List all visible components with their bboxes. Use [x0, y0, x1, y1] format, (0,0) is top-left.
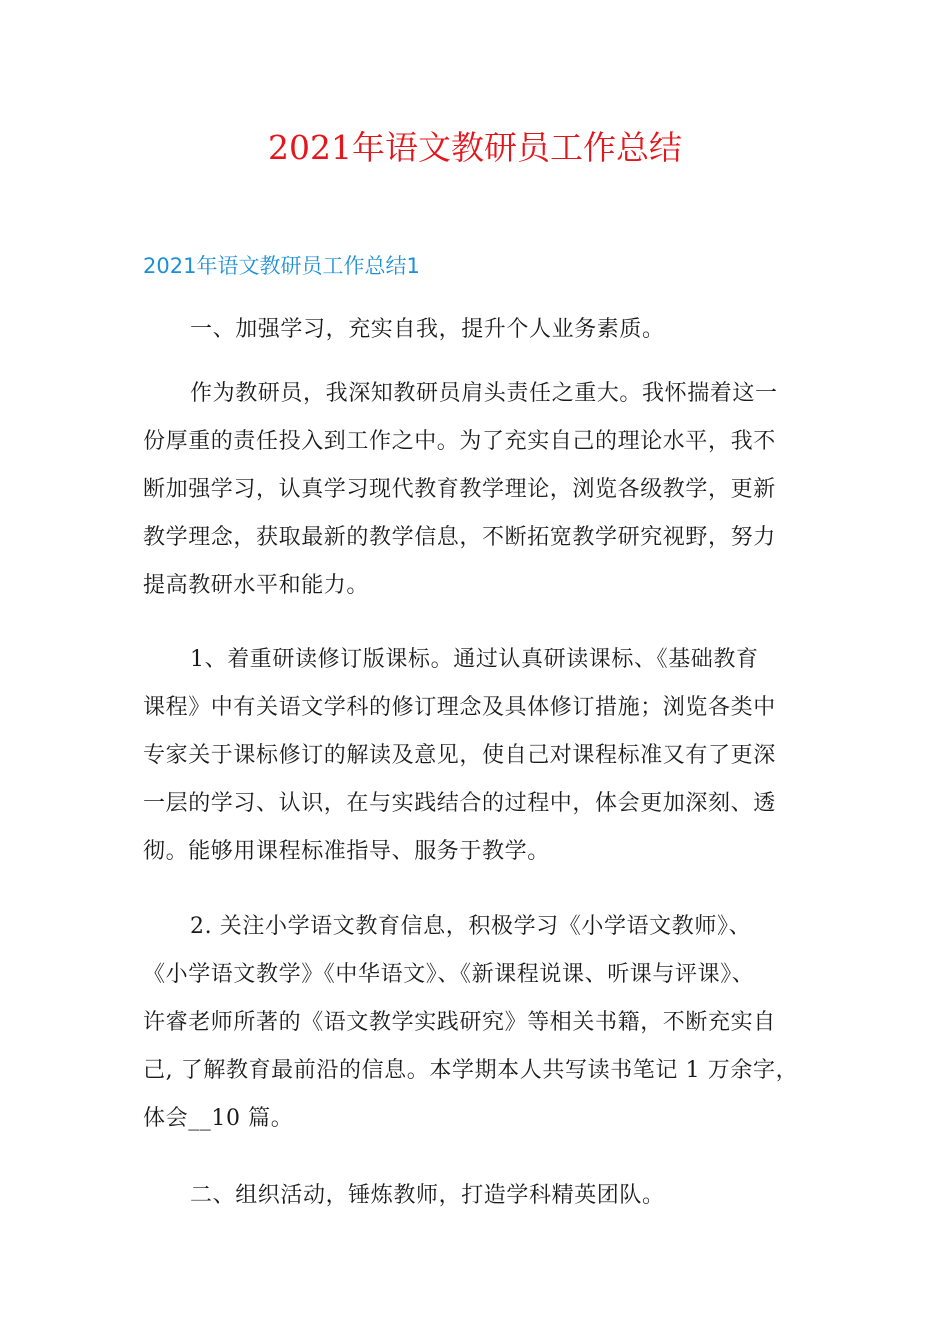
paragraph-line: 许睿老师所著的《语文教学实践研究》等相关书籍，不断充实自	[143, 1010, 776, 1035]
paragraph-3	[143, 636, 813, 876]
paragraph-line: 1、着重研读修订版课标。通过认真研读课标、《基础教育	[190, 647, 759, 672]
paragraph-1	[143, 306, 813, 354]
paragraph-line: 2. 关注小学语文教育信息，积极学习《小学语文教师》、	[190, 914, 752, 939]
section-heading: 2021年语文教研员工作总结1	[143, 254, 420, 278]
paragraph-line: 作为教研员，我深知教研员肩头责任之重大。我怀揣着这一	[190, 381, 778, 406]
paragraph-line: 体会__10 篇。	[143, 1106, 294, 1131]
paragraph-line: 课程》中有关语文学科的修订理念及具体修订措施；浏览各类中	[143, 695, 776, 720]
document-title: 2021年语文教研员工作总结	[268, 128, 682, 167]
paragraph-line: 专家关于课标修订的解读及意见，使自己对课程标准又有了更深	[143, 743, 776, 768]
paragraph-line: 二、组织活动，锤炼教师，打造学科精英团队。	[190, 1183, 665, 1208]
paragraph-line: 彻。能够用课程标准指导、服务于教学。	[143, 839, 550, 864]
paragraph-line: 一、加强学习，充实自我，提升个人业务素质。	[190, 317, 665, 342]
paragraph-2	[143, 370, 813, 610]
paragraph-line: 份厚重的责任投入到工作之中。为了充实自己的理论水平，我不	[143, 429, 776, 454]
paragraph-line: 教学理念，获取最新的教学信息，不断拓宽教学研究视野，努力	[143, 525, 776, 550]
paragraph-line: 一层的学习、认识，在与实践结合的过程中，体会更加深刻、透	[143, 791, 776, 816]
paragraph-line: 《小学语文教学》《中华语文》、《新课程说课、听课与评课》、	[143, 962, 755, 987]
paragraph-line: 提高教研水平和能力。	[143, 573, 370, 598]
paragraph-5	[143, 1172, 813, 1220]
paragraph-line: 断加强学习，认真学习现代教育教学理论，浏览各级教学，更新	[143, 477, 776, 502]
paragraph-line: 己, 了解教育最前沿的信息。本学期本人共写读书笔记 1 万余字，	[143, 1058, 799, 1083]
paragraph-4	[143, 903, 813, 1143]
